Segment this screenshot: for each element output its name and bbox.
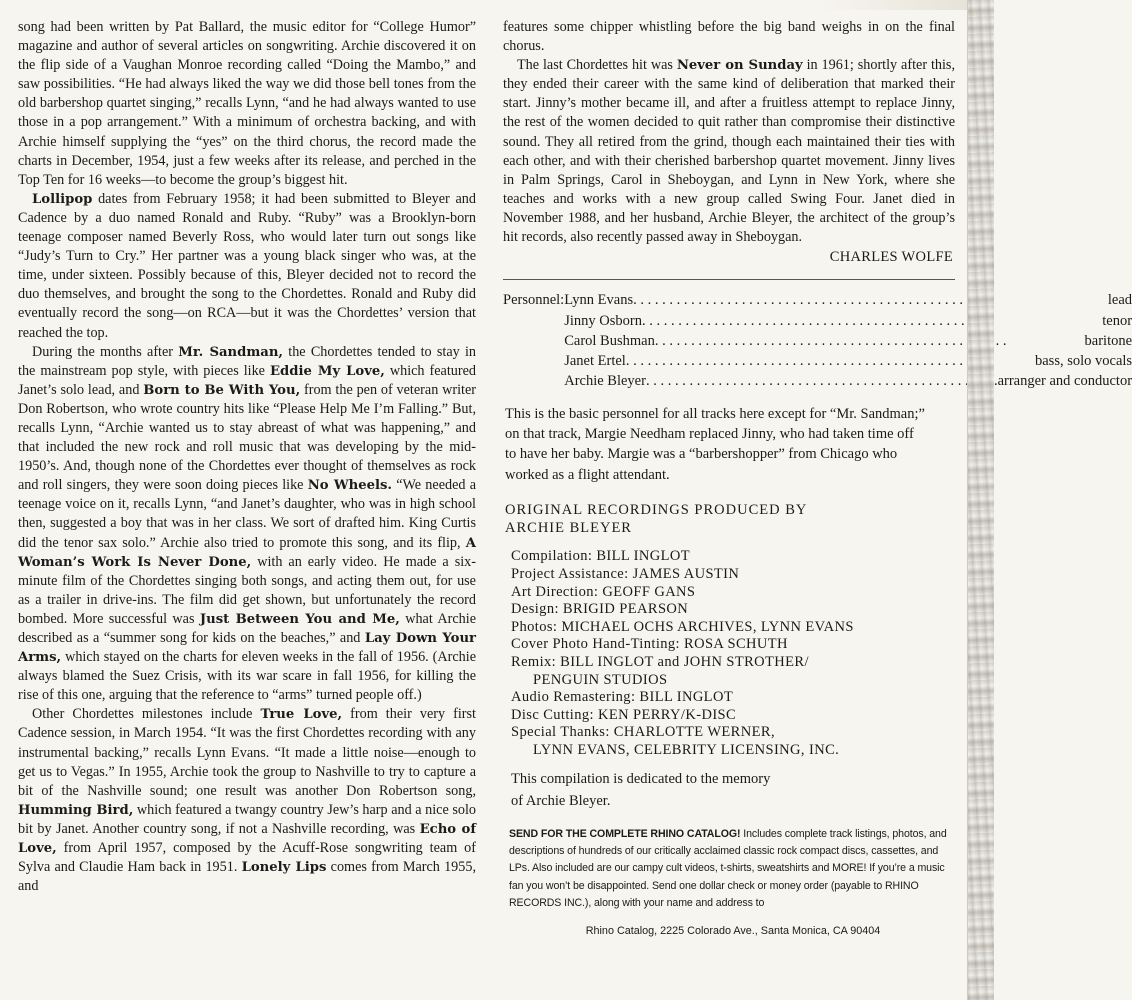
- article-paragraph: [18, 343, 476, 706]
- text-run: “We needed a teenage voice on it, recalls Lynn, “and Janet’s daughter, who was in high school then, suggested a boy that was in her class. We sort of drafted him. King Curtis did the tenor sax solo.” Archie also tried to promote this song, and its flip,: [18, 477, 476, 551]
- personnel-row: [503, 371, 1132, 391]
- personnel-table: [503, 290, 1132, 391]
- song-title: Humming Bird,: [18, 802, 134, 818]
- credit-line: Remix: BILL INGLOT and JOHN STROTHER/: [511, 654, 809, 671]
- credit-line: Special Thanks: CHARLOTTE WERNER,: [511, 724, 775, 741]
- personnel-section: [503, 279, 1132, 391]
- member-name: Janet Ertel: [564, 353, 626, 370]
- member-name: Archie Bleyer: [564, 373, 646, 390]
- song-title: Eddie My Love,: [269, 363, 385, 379]
- text-run: song had been written by Pat Ballard, the music editor for “College Humor” magazine and author of several articles on songwriting. Archie discovered it on the flip side of a Vaughan Monroe recording called “Doing the Mambo,” and saw possibilities. “He had always liked the way we did those bell tones from the old barbershop quartet singing,” recalls Lynn, “and he had always wanted to use those in a pop arrangement.” With a minimum of orchestra backing, and with Archie himself supplying the “yes” on the third chorus, the record made the charts in December, 1954, just a few weeks after its release, and perched in the Top Ten for 16 weeks—to become the group’s biggest hit.: [18, 19, 476, 188]
- text-run: dates from February 1958; it had been submitted to Bleyer and Cadence by a duo named Ronald and Ruby. “Ruby” was a Brooklyn-born teenage composer named Beverly Ross, who would later turn out songs like “Judy’s Turn to Cry.” Her partner was a young black singer who was, at the time, under sixteen. Possibly because of this, Bleyer decided not to record the duo themselves, and brought the song to the Chordettes. Ronald and Ruby did eventually record the song—on RCA—but it was the Chordettes’ version that reached the top.: [18, 190, 476, 341]
- text-run: which stayed on the charts for eleven weeks in the fall of 1956. (Archie always blamed the Suez Crisis, with its war scare in fall 1956, for killing the rise of this one, arguing that the reference to “arms” turned people off.): [18, 649, 476, 704]
- song-title: Lollipop: [32, 191, 93, 207]
- leader-dots: [646, 371, 998, 391]
- song-title: Mr. Sandman,: [178, 344, 284, 360]
- credit-line: Cover Photo Hand-Tinting: ROSA SCHUTH: [511, 636, 788, 653]
- booklet-edge-texture: [967, 0, 994, 1000]
- article-continuation: [503, 18, 955, 247]
- personnel-label: Personnel:: [503, 292, 565, 309]
- text-run: features some chipper whistling before the big band weighs in on the final chorus.: [503, 19, 955, 55]
- catalog-offer: [509, 826, 961, 912]
- catalog-heading: SEND FOR THE COMPLETE RHINO CATALOG!: [509, 827, 741, 840]
- member-role: arranger and conductor: [997, 373, 1132, 390]
- left-column: [18, 18, 476, 896]
- credit-line: Disc Cutting: KEN PERRY/K-DISC: [511, 706, 737, 723]
- credits-list: [511, 548, 955, 759]
- song-title: True Love,: [260, 707, 343, 723]
- leader-dots: [655, 331, 1085, 351]
- credit-line: Project Assistance: JAMES AUSTIN: [511, 566, 740, 583]
- producer-name: ARCHIE BLEYER: [505, 520, 632, 537]
- credit-line: Design: BRIGID PEARSON: [511, 601, 689, 618]
- song-title: Born to Be With You,: [143, 382, 301, 398]
- author-signature: CHARLES WOLFE: [829, 249, 953, 266]
- personnel-row: [503, 290, 1132, 310]
- text-run: from April 1957, composed by the Acuff-Rose songwriting team of Sylva and Claudie Ham back in 1951.: [18, 840, 476, 876]
- member-role: lead: [1107, 292, 1132, 309]
- text-run: from the pen of veteran writer Don Robertson, who wrote country hits like “Please Help Me I’m Falling.” But, recalls Lynn, “Archie wanted us to stay abreast of what was happening,” and that included the new rock and roll music that was developing by the mid-1950’s. And, though none of the Chordettes ever thought of themselves as rock and roll singers, they were soon doing pieces like: [18, 381, 476, 494]
- text-run: Other Chordettes milestones include: [32, 706, 261, 723]
- credit-line: Compilation: BILL INGLOT: [511, 548, 691, 565]
- member-name: Jinny Osborn: [564, 312, 642, 329]
- text-run: what Archie described as a “summer song for kids on the beaches,” and: [18, 610, 476, 646]
- credit-line: PENGUIN STUDIOS: [533, 671, 668, 688]
- member-role: bass, solo vocals: [1034, 353, 1132, 370]
- text-run: in 1961; shortly after this, they ended their career with the same kind of deliberation that marked their start. Jinny’s mother became ill, and after a fruitless attempt to replace Jinny, the rest of the women decided to quit rather than compromise their distinctive sound. They all retired from the grind, though each maintained their ties with each other, and with their cherished barbershop quartet movement. Jinny lives in Palm Springs, Carol in Sheboygan, and Lynn in New York, where she teaches and works with a new group called Swing Four. Janet died in November 1988, and her husband, Archie Bleyer, the architect of the group’s hit records, also recently passed away in Sheboygan.: [503, 57, 955, 246]
- song-title: A Woman’s Work Is Never Done,: [18, 535, 476, 570]
- article-paragraph: [18, 18, 476, 190]
- song-title: Lonely Lips: [241, 860, 327, 876]
- text-run: comes from March 1955, and: [18, 859, 476, 895]
- dedication-line: of Archie Bleyer.: [511, 793, 611, 810]
- article-paragraph: [18, 705, 476, 896]
- article-paragraph: [18, 190, 476, 343]
- article-paragraph: [503, 18, 955, 56]
- text-run: The last Chordettes hit was: [517, 57, 677, 74]
- dedication-line: This compilation is dedicated to the memory: [511, 770, 771, 787]
- dedication: [511, 768, 955, 813]
- song-title: Lay Down Your Arms,: [18, 631, 476, 666]
- text-run: During the months after: [32, 343, 179, 360]
- personnel-note: This is the basic personnel for all tracks here except for “Mr. Sandman;” on that track, Margie Needham replaced Jinny, who had taken time off to have her baby. Margie was a “barbershopper” from Chicago who worked as a flight attendant.: [505, 405, 925, 483]
- paper-shadow: [820, 0, 967, 10]
- personnel-row: [503, 331, 1132, 351]
- personnel-row: [503, 311, 1132, 331]
- catalog-body: Includes complete track listings, photos, and descriptions of hundreds of our critically acclaimed classic rock compact discs, cassettes, and LPs. Also included are our campy cult videos, t-shirts, sweatshirts and MORE! If you’re a music fan you won’t be disappointed. Send one dollar check or money order (payable to RHINO RECORDS INC.), along with your name and address to: [509, 827, 947, 909]
- leader-dots: [633, 290, 1108, 310]
- article-paragraph: [503, 56, 955, 247]
- text-run: which featured Janet’s solo lead, and: [18, 362, 476, 398]
- member-name: Carol Bushman: [564, 332, 655, 349]
- right-column: [503, 18, 1132, 941]
- text-run: which featured a twangy country Jew’s harp and a nice solo bit by Janet. Another country song, if not a Nashville recording, was: [18, 801, 476, 837]
- member-role: baritone: [1084, 332, 1132, 349]
- credit-line: LYNN EVANS, CELEBRITY LICENSING, INC.: [533, 742, 840, 759]
- member-name: Lynn Evans: [564, 292, 634, 309]
- leader-dots: [642, 311, 1102, 331]
- song-title: Never on Sunday: [676, 58, 803, 74]
- credit-line: Photos: MICHAEL OCHS ARCHIVES, LYNN EVANS: [511, 618, 854, 635]
- song-title: Just Between You and Me,: [199, 611, 400, 627]
- personnel-row: [503, 351, 1132, 371]
- song-title: No Wheels.: [307, 478, 393, 494]
- song-title: Echo of Love,: [18, 821, 476, 857]
- catalog-address: Rhino Catalog, 2225 Colorado Ave., Santa Monica, CA 90404: [585, 925, 881, 938]
- credit-line: Audio Remastering: BILL INGLOT: [511, 689, 734, 706]
- produced-by-heading: [505, 501, 955, 538]
- credit-line: Art Direction: GEOFF GANS: [511, 583, 696, 600]
- text-run: from their very first Cadence session, in March 1954. “It was the first Chordettes recording with any instrumental backing,” recalls Lynn Evans. “It made a little noise—enough to get us to Vegas.” In 1955, Archie took the group to Nashville to try to capture a bit of the Nashville sound; one result was another Don Robertson song,: [18, 706, 476, 799]
- text-run: the Chordettes tended to stay in the mainstream pop style, with pieces like: [18, 343, 476, 379]
- produced-by-line: ORIGINAL RECORDINGS PRODUCED BY: [505, 501, 808, 518]
- member-role: tenor: [1102, 312, 1132, 329]
- text-run: with an early video. He made a six-minute film of the Chordettes singing both songs, and acting them out, for use as a trailer in drive-ins. The film did get shown, but unfortunately the record bombed. More successful was: [18, 553, 476, 627]
